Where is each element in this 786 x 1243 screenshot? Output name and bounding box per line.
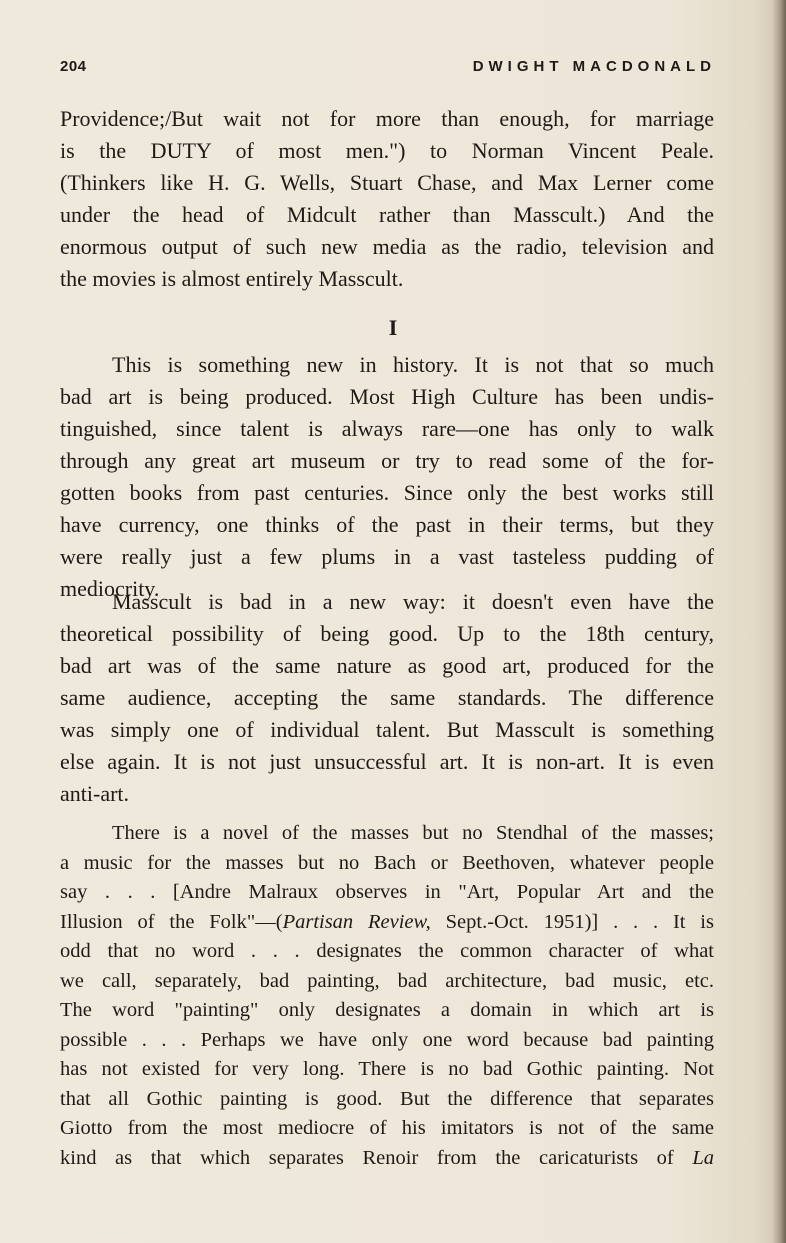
paragraph-2 — [60, 349, 714, 605]
text-line: enormous output of such new media as the radio, television and — [60, 234, 714, 259]
text-line: Providence;/But wait not for more than enough, for marriage — [60, 106, 714, 131]
quote-line: say . . . [Andre Malraux observes in "Art, Popular Art and the — [60, 881, 714, 903]
text-line: anti-art. — [60, 781, 130, 806]
quote-line: we call, separately, bad painting, bad architecture, bad music, etc. — [60, 969, 714, 992]
paragraph-3 — [60, 586, 714, 810]
quote-line: a music for the masses but no Bach or Beethoven, whatever people — [60, 851, 714, 874]
text-line: the movies is almost entirely Masscult. — [60, 266, 404, 291]
text-line: have currency, one thinks of the past in their terms, but they — [60, 512, 714, 537]
italic-word: La — [692, 1146, 714, 1169]
text-line: gotten books from past centuries. Since only the best works still — [60, 480, 714, 505]
quote-line: that all Gothic painting is good. But the difference that separates — [60, 1087, 714, 1110]
quote-line: possible . . . Perhaps we have only one word because bad painting — [60, 1028, 714, 1051]
text-line: theoretical possibility of being good. Up to the 18th century, — [60, 621, 714, 646]
section-numeral: I — [388, 315, 398, 340]
paragraph-1 — [60, 103, 714, 295]
text-line: Masscult is bad in a new way: it doesn't even have the — [112, 589, 714, 614]
quote-line: has not existed for very long. There is no bad Gothic painting. Not — [60, 1058, 714, 1080]
running-head: DWIGHT MACDONALD — [472, 58, 716, 75]
text-line: mediocrity. — [60, 576, 160, 601]
text-line: tinguished, since talent is always rare—one has only to walk — [60, 416, 714, 441]
text-line: through any great art museum or try to read some of the for- — [60, 448, 714, 473]
quote-line: Giotto from the most mediocre of his imitators is not of the same — [60, 1117, 714, 1139]
quote-line: There is a novel of the masses but no Stendhal of the masses; — [112, 822, 714, 844]
journal-title: Partisan Review, — [282, 910, 431, 933]
page-number: 204 — [60, 58, 87, 75]
text-line: under the head of Midcult rather than Masscult.) And the — [60, 202, 714, 227]
quote-line — [60, 908, 714, 938]
text-line: else again. It is not just unsuccessful art. It is non-art. It is even — [60, 749, 714, 774]
quote-text: kind as that which separates Renoir from the caricaturists of — [60, 1146, 693, 1169]
text-line: were really just a few plums in a vast tasteless pudding of — [60, 544, 714, 569]
quote-line: The word "painting" only designates a domain in which art is — [60, 999, 714, 1021]
text-line: bad art was of the same nature as good art, produced for the — [60, 653, 714, 678]
text-line: bad art is being produced. Most High Culture has been undis- — [60, 384, 714, 409]
quote-text: Illusion of the Folk"—( — [60, 910, 283, 933]
text-line: (Thinkers like H. G. Wells, Stuart Chase, and Max Lerner come — [60, 170, 714, 195]
block-quote — [60, 819, 714, 1173]
text-line: same audience, accepting the same standards. The difference — [60, 685, 714, 710]
quote-line — [60, 1144, 714, 1174]
text-line: was simply one of individual talent. But Masscult is something — [60, 717, 714, 742]
page-header — [60, 58, 716, 84]
text-line: is the DUTY of most men.") to Norman Vincent Peale. — [60, 138, 714, 163]
quote-text: Sept.-Oct. 1951)] . . . It is — [430, 910, 714, 933]
text-line: This is something new in history. It is not that so much — [112, 352, 714, 377]
book-spine-shadow — [772, 0, 786, 1243]
quote-line: odd that no word . . . designates the common character of what — [60, 940, 714, 962]
